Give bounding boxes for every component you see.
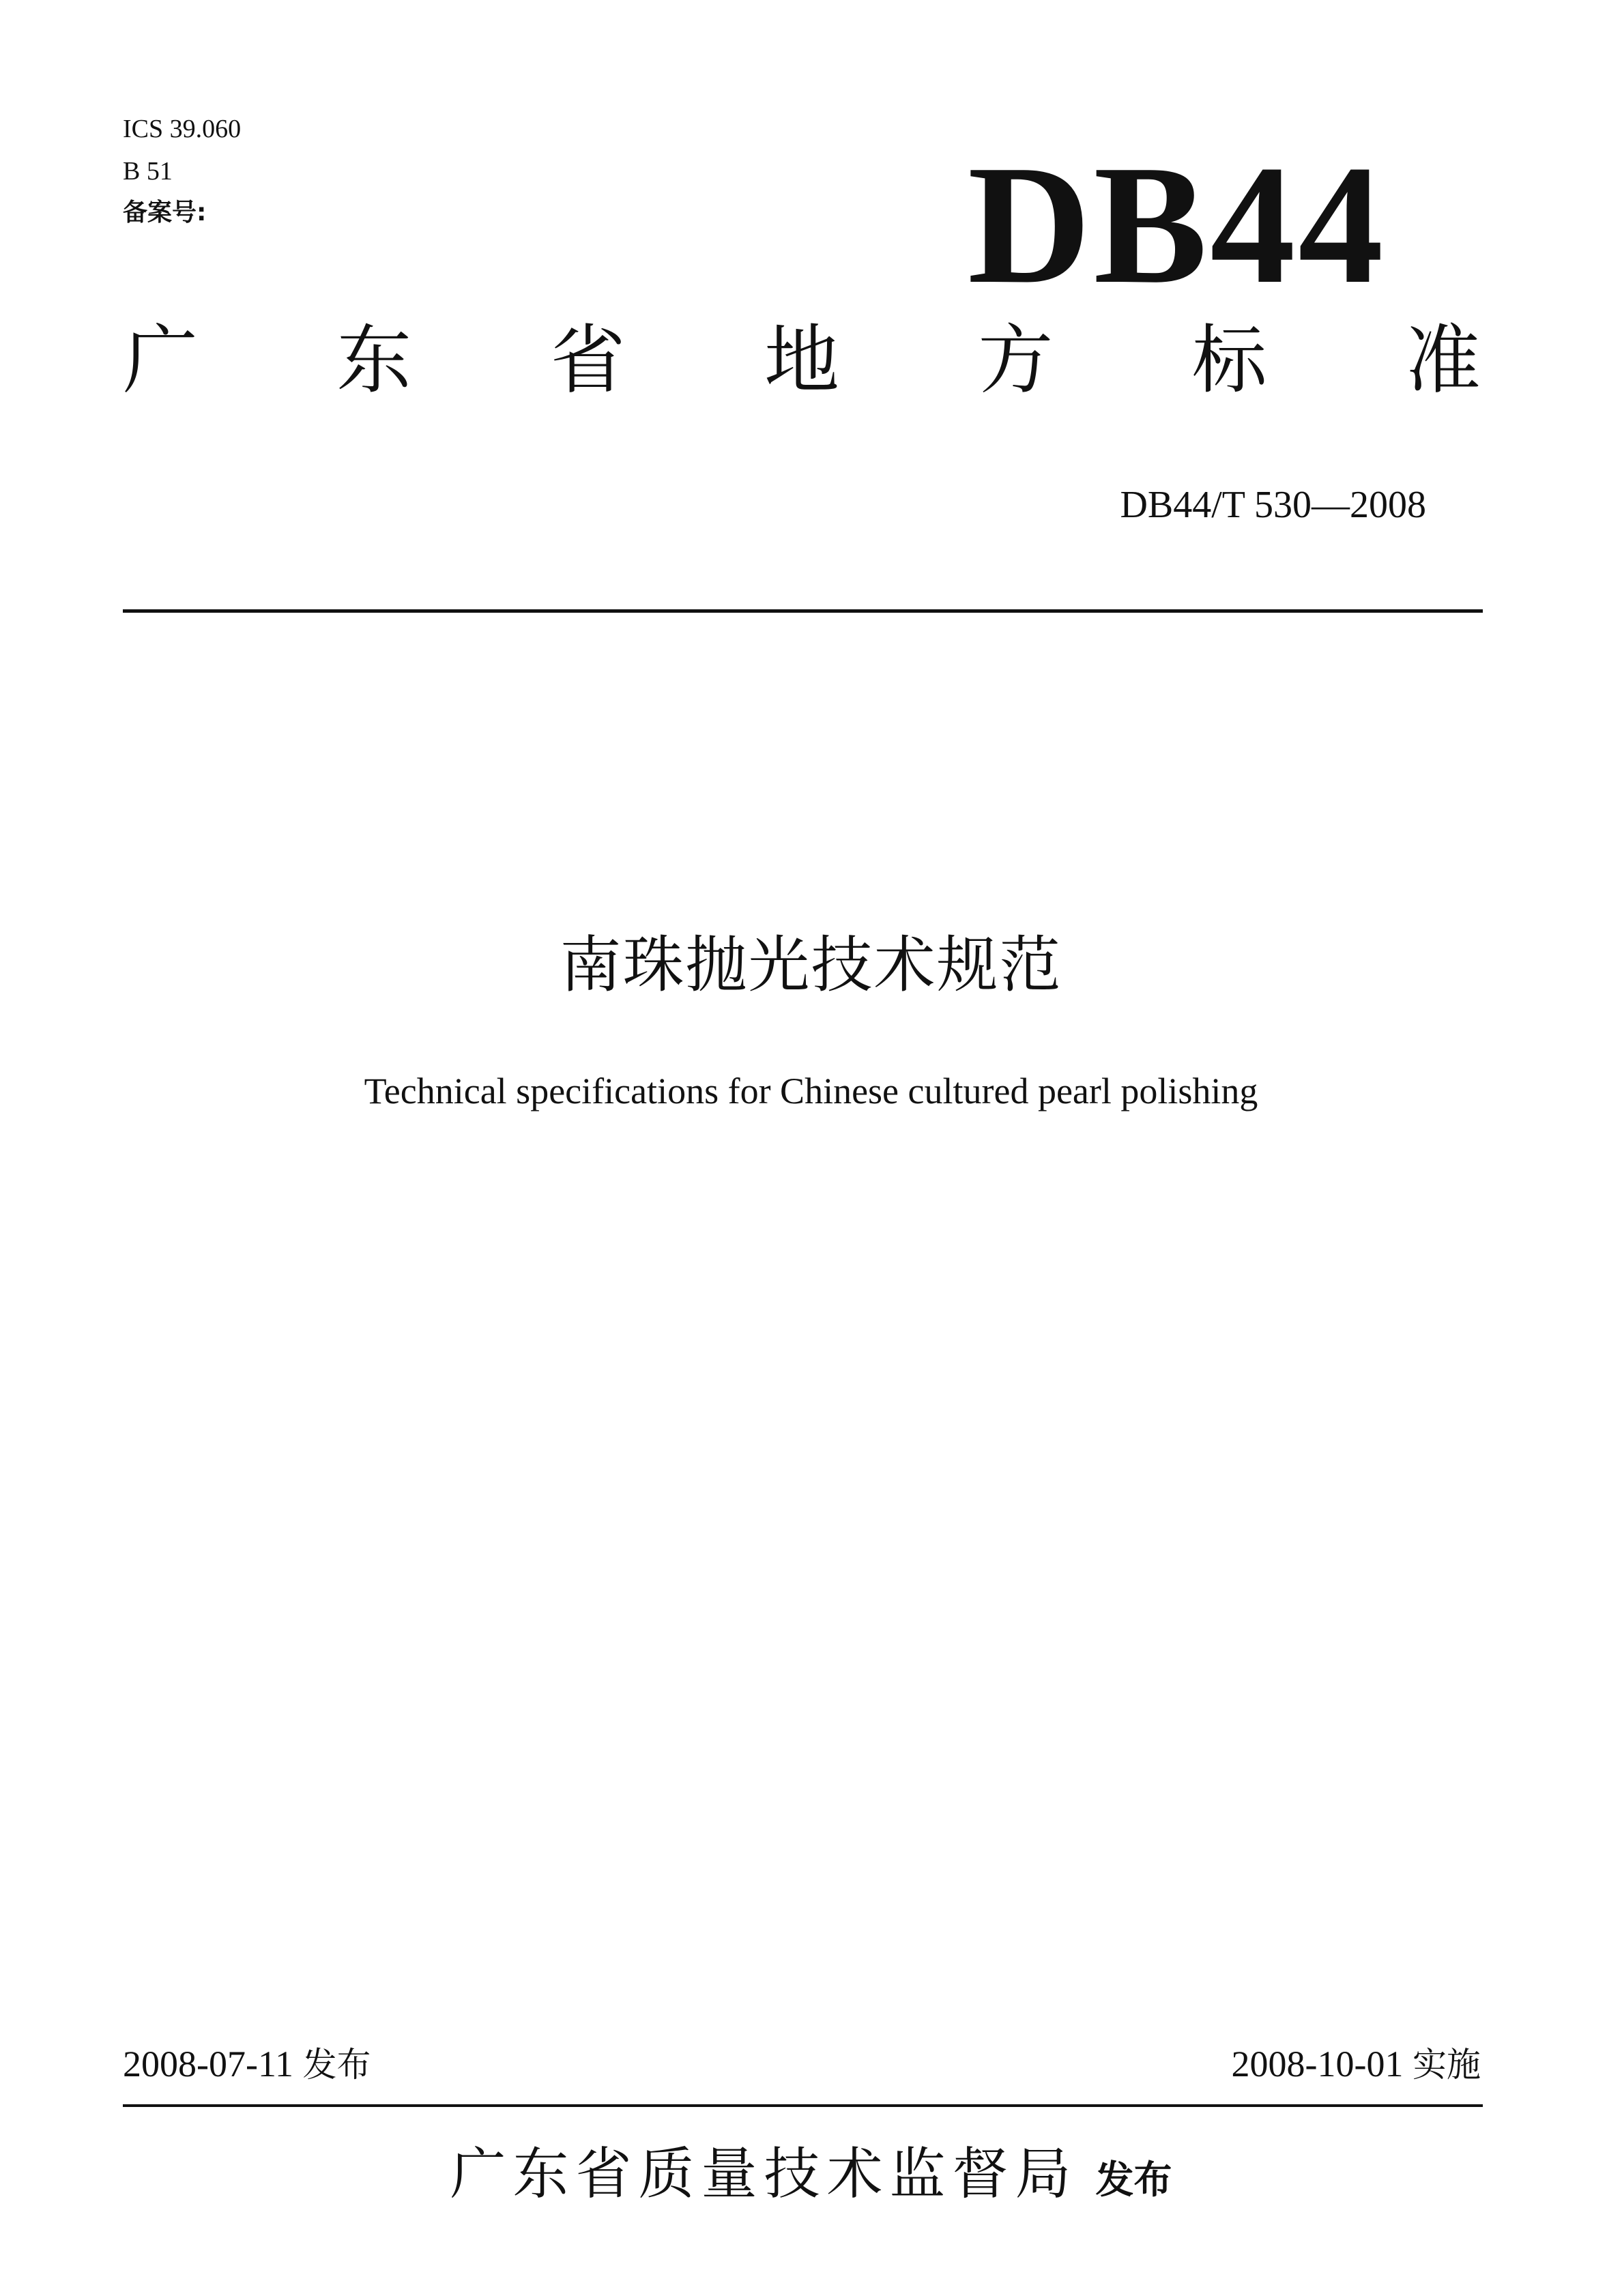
publisher-line xyxy=(0,2142,1622,2207)
implement-date: 2008-10-01 xyxy=(1231,2044,1404,2084)
issue-date-line xyxy=(123,2046,371,2082)
implement-date-line xyxy=(1065,2046,1481,2082)
publisher-name: 广东省质量技术监督局 xyxy=(450,2142,1078,2207)
standard-code: DB44/T 530—2008 xyxy=(1120,484,1426,526)
issue-date: 2008-07-11 xyxy=(123,2044,293,2084)
record-number-label: 备案号: xyxy=(123,199,207,227)
publisher-label: 发布 xyxy=(1095,2158,1172,2203)
standard-type-char: 标 xyxy=(1191,317,1267,404)
title-english: Technical specifications for Chinese cultured pearl polishing xyxy=(364,1071,1258,1111)
issue-label: 发布 xyxy=(302,2045,371,2084)
implement-label: 实施 xyxy=(1413,2045,1481,2084)
standard-type-char: 准 xyxy=(1405,317,1481,404)
classification-code: B 51 xyxy=(123,157,173,186)
bottom-divider xyxy=(123,2104,1483,2107)
ics-code: ICS 39.060 xyxy=(123,115,242,143)
top-divider xyxy=(123,609,1483,613)
standard-type-char: 地 xyxy=(764,317,839,404)
standard-type-char: 广 xyxy=(123,317,198,404)
db44-logo: DB44 xyxy=(968,130,1387,319)
standard-type-char: 东 xyxy=(336,317,412,404)
standard-type-char: 省 xyxy=(550,317,626,404)
title-chinese: 南珠抛光技术规范 xyxy=(560,929,1062,1001)
standard-type-heading xyxy=(123,306,1481,415)
standard-type-char: 方 xyxy=(978,317,1054,404)
